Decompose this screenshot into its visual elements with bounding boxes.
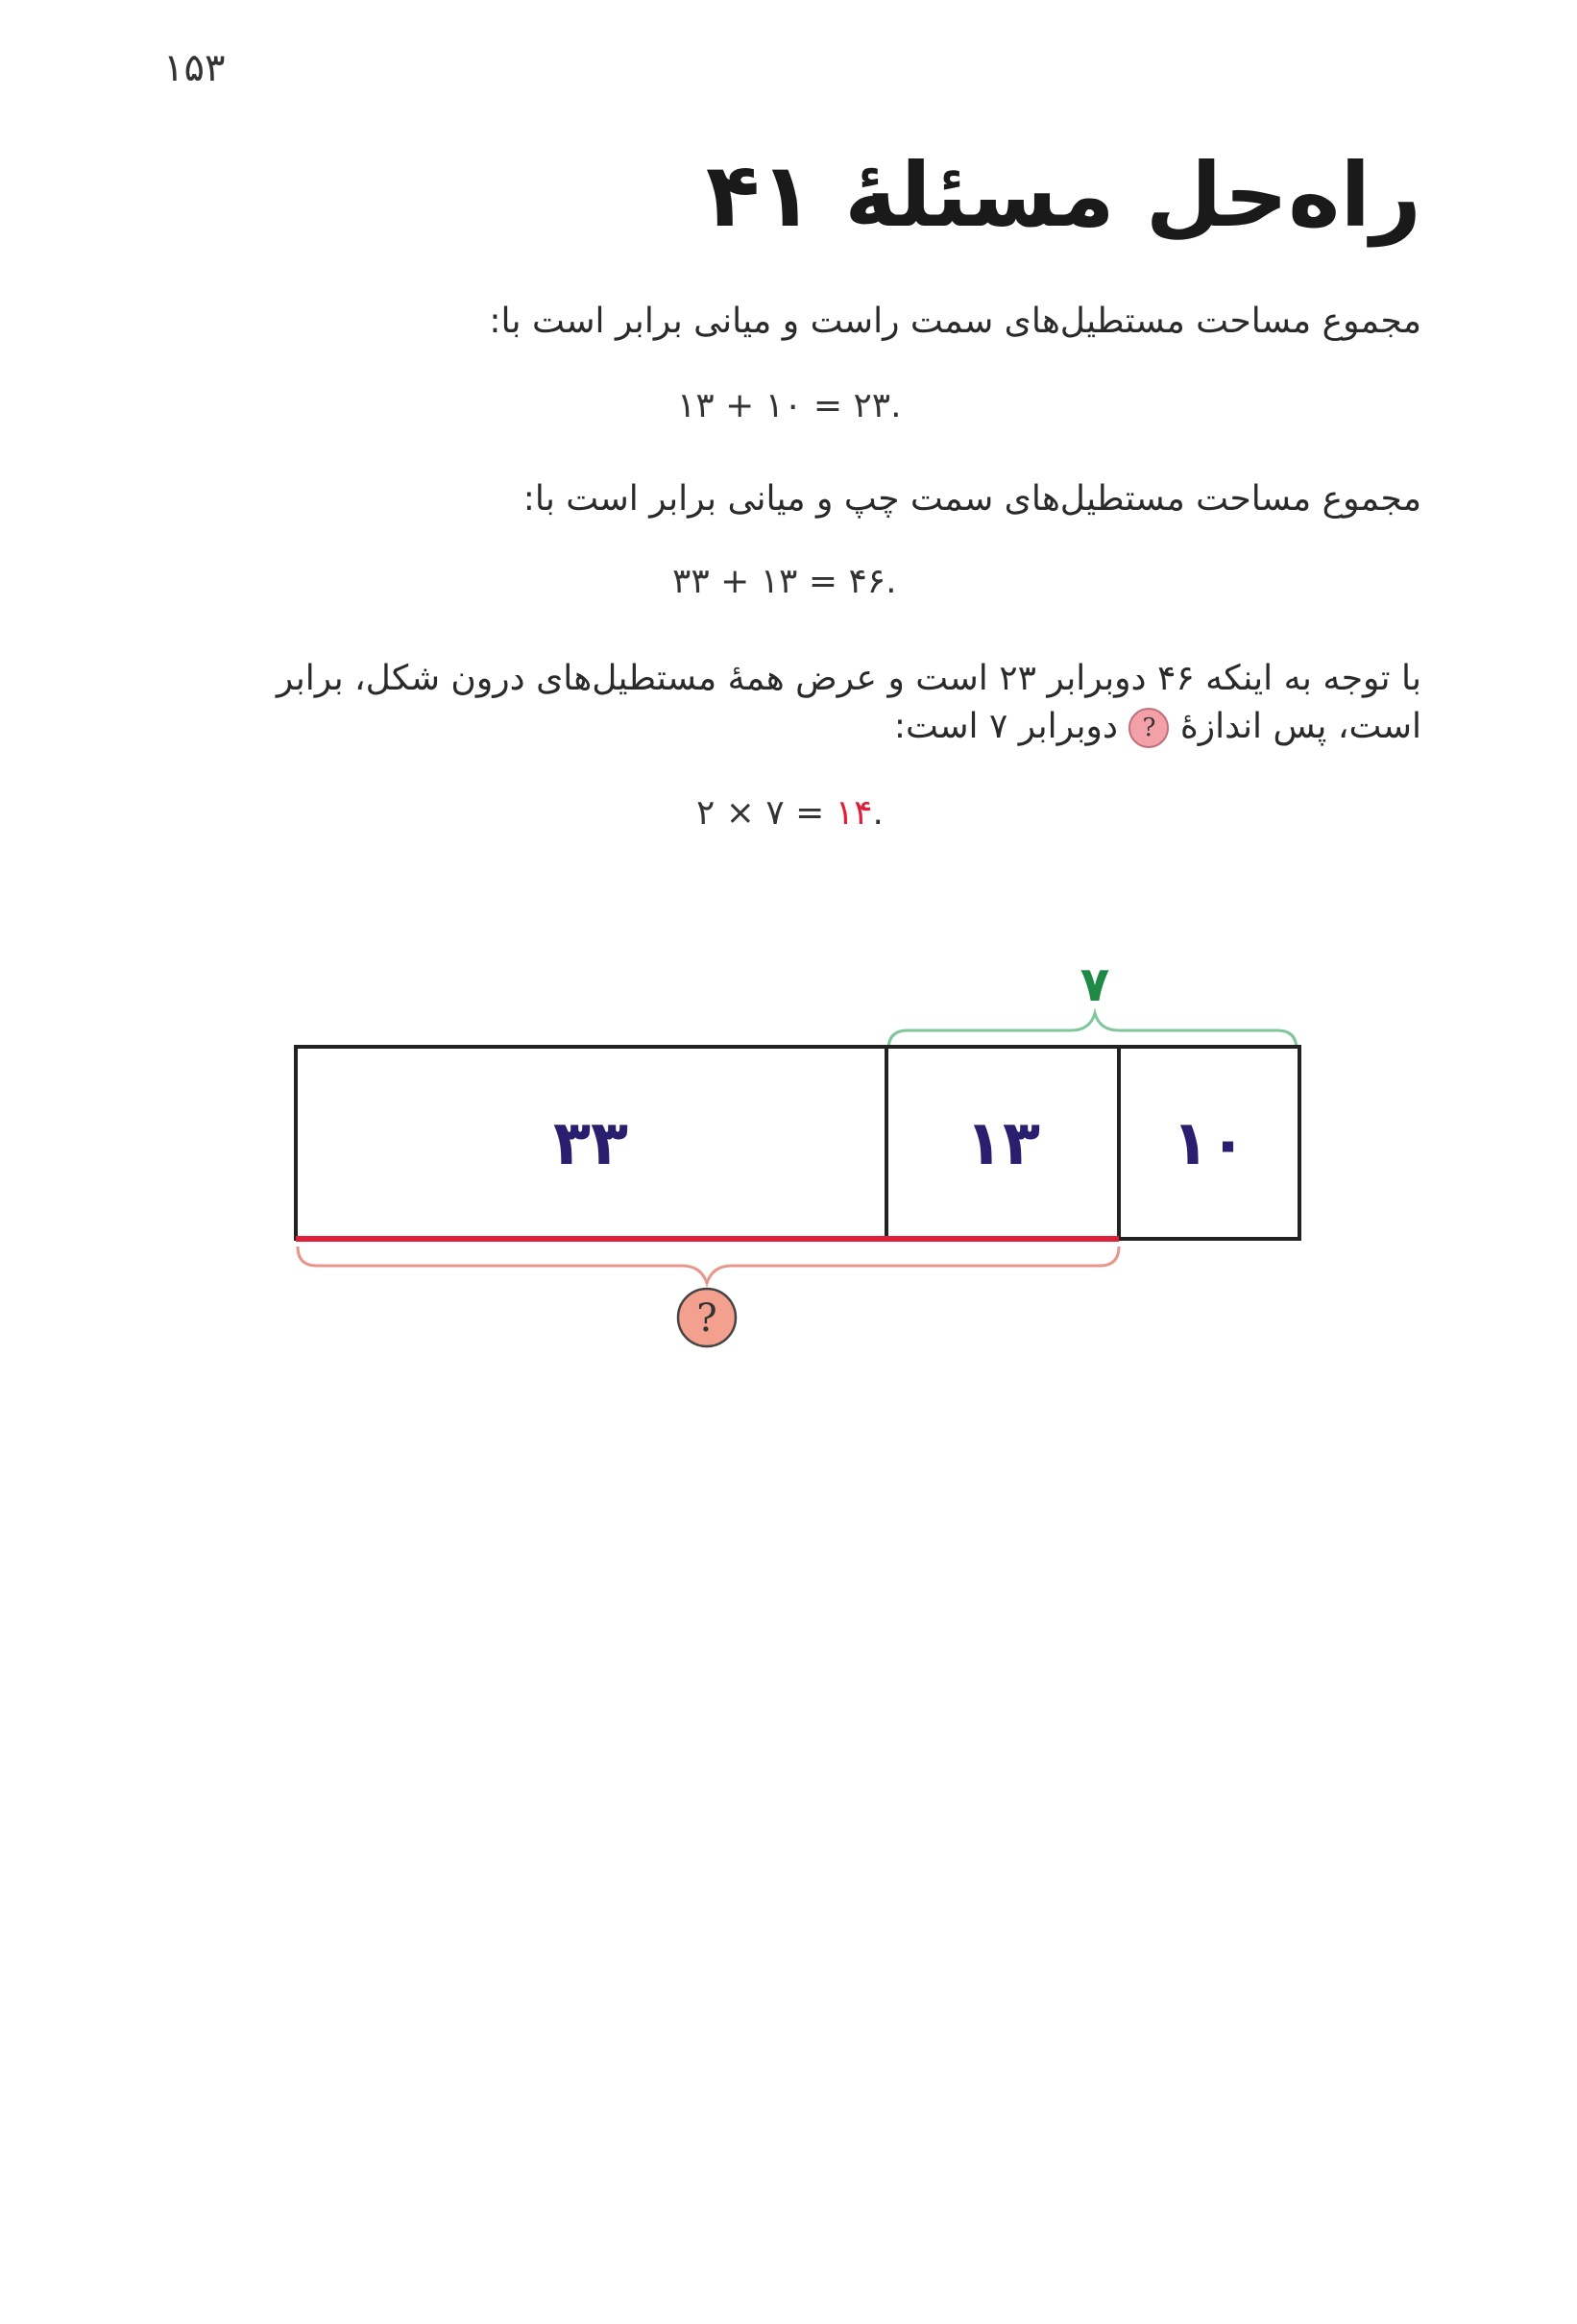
equation-3-end: . [872, 793, 884, 833]
page-number: ۱۵۳ [163, 46, 226, 90]
equation-3 [696, 793, 884, 833]
top-brace [888, 1013, 1297, 1050]
equation-2: ۳۳ + ۱۳ = ۴۶. [672, 562, 897, 601]
bottom-brace [298, 1247, 1119, 1283]
paragraph-3-line-2-end: دوبرابر ۷ است: [893, 707, 1118, 746]
equation-3-result: ۱۴ [835, 793, 873, 833]
equation-1: ۱۳ + ۱۰ = ۲۳. [677, 386, 902, 425]
rectangle-diagram [0, 941, 1577, 1364]
top-brace-label: ۷ [1080, 956, 1110, 1012]
equation-3-lhs: ۲ × ۷ = [696, 793, 836, 833]
paragraph-3-line-1: با توجه به اینکه ۴۶ دوبرابر ۲۳ است و عرض همهٔ مستطیل‌های درون شکل، برابر [276, 659, 1421, 698]
question-mark-badge: ? [1128, 708, 1169, 748]
paragraph-1: مجموع مساحت مستطیل‌های سمت راست و میانی برابر است با: [489, 302, 1421, 341]
paragraph-3-line-2-start: است، پس اندازهٔ [1179, 707, 1421, 746]
paragraph-3 [154, 655, 1421, 751]
paragraph-3-line-2 [154, 703, 1421, 751]
cell-left-label: ۳۳ [552, 1108, 629, 1179]
page-title: راه‌حل مسئلهٔ ۴۱ [705, 144, 1421, 247]
bottom-brace-label: ? [696, 1296, 717, 1341]
paragraph-2: مجموع مساحت مستطیل‌های سمت چپ و میانی برابر است با: [522, 479, 1421, 519]
cell-right-label: ۱۰ [1171, 1108, 1248, 1179]
cell-middle-label: ۱۳ [964, 1108, 1041, 1179]
